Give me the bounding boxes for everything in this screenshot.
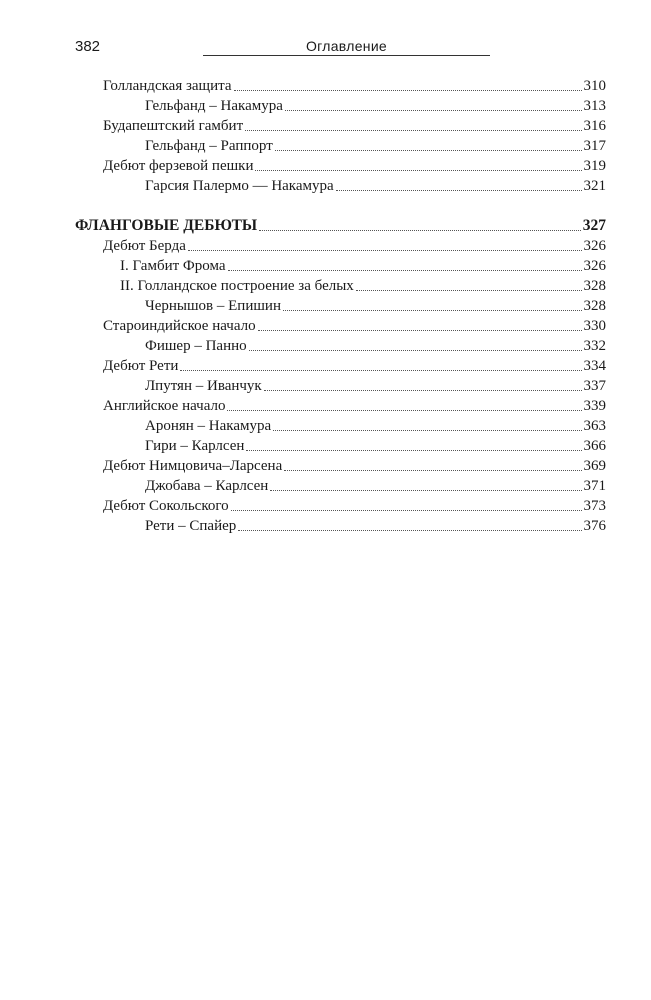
dot-leader (264, 389, 582, 391)
dot-leader (275, 149, 582, 151)
toc-entry-page: 332 (583, 338, 606, 354)
dot-leader (238, 529, 581, 531)
dot-leader (246, 449, 581, 451)
toc-entry-page: 373 (583, 498, 606, 514)
toc-entry-title: Дебют Нимцовича–Ларсена (103, 458, 283, 474)
toc-entry-title: Рети – Спайер (145, 518, 237, 534)
toc-entry-title: Будапештский гамбит (103, 118, 244, 134)
toc-entry-title: Фишер – Панно (145, 338, 247, 354)
dot-leader (228, 269, 582, 271)
dot-leader (273, 429, 581, 431)
toc-entry[interactable] (75, 376, 606, 396)
toc-entry-title: Голландская защита (103, 78, 232, 94)
toc-entry-page: 337 (583, 378, 606, 394)
toc-entry[interactable] (75, 396, 606, 416)
toc-entry-page: 376 (583, 518, 606, 534)
toc-entry-title: Английское начало (103, 398, 226, 414)
dot-leader (249, 349, 582, 351)
toc-entry[interactable] (75, 276, 606, 296)
dot-leader (356, 289, 582, 291)
toc-entry-page: 334 (583, 358, 606, 374)
toc-entry[interactable] (75, 256, 606, 276)
toc-entry-title: Староиндийское начало (103, 318, 256, 334)
toc-entry-page: 369 (583, 458, 606, 474)
toc-entry[interactable] (75, 476, 606, 496)
dot-leader (234, 89, 582, 91)
toc-entry-title: I. Гамбит Фрома (120, 258, 226, 274)
dot-leader (259, 229, 581, 231)
toc-entry[interactable] (75, 176, 606, 196)
dot-leader (245, 129, 581, 131)
toc-entry-title: Гельфанд – Раппорт (145, 138, 273, 154)
toc-entry-title: Лпутян – Иванчук (145, 378, 262, 394)
toc-entry[interactable] (75, 96, 606, 116)
dot-leader (231, 509, 582, 511)
dot-leader (258, 329, 582, 331)
dot-leader (285, 109, 582, 111)
page-header (75, 38, 490, 60)
toc-entry[interactable] (75, 516, 606, 536)
toc-entry-title: Джобава – Карлсен (145, 478, 269, 494)
toc-entry-title: Чернышов – Епишин (145, 298, 281, 314)
toc-entry-title: Дебют ферзевой пешки (103, 158, 254, 174)
toc-entry[interactable] (75, 316, 606, 336)
toc-entry-page: 310 (583, 78, 606, 94)
toc-entry[interactable] (75, 436, 606, 456)
dot-leader (283, 309, 582, 311)
toc-entry-page: 326 (583, 258, 606, 274)
toc-entry-page: 321 (583, 178, 606, 194)
toc-spacer (75, 196, 606, 216)
dot-leader (284, 469, 581, 471)
toc-entry-page: 363 (583, 418, 606, 434)
toc-entry-page: 366 (583, 438, 606, 454)
dot-leader (188, 249, 582, 251)
toc-entry-title: Аронян – Накамура (145, 418, 272, 434)
toc-entry-title: Дебют Сокольского (103, 498, 229, 514)
toc-entry[interactable] (75, 76, 606, 96)
toc-entry[interactable] (75, 236, 606, 256)
dot-leader (255, 169, 581, 171)
toc-entry-title: Дебют Берда (103, 238, 186, 254)
running-title: Оглавление (203, 38, 490, 56)
toc-entry[interactable] (75, 296, 606, 316)
table-of-contents (75, 76, 606, 536)
toc-entry-page: 339 (583, 398, 606, 414)
toc-entry-page: 317 (583, 138, 606, 154)
toc-entry-title: Гарсия Палермо — Накамура (145, 178, 334, 194)
toc-entry-page: 326 (583, 238, 606, 254)
dot-leader (227, 409, 581, 411)
toc-entry-page: 327 (582, 217, 606, 234)
toc-entry[interactable] (75, 456, 606, 476)
toc-entry[interactable] (75, 496, 606, 516)
toc-section-heading[interactable] (75, 216, 606, 236)
toc-entry[interactable] (75, 156, 606, 176)
toc-entry-title: ФЛАНГОВЫЕ ДЕБЮТЫ (75, 217, 258, 234)
toc-entry-page: 330 (583, 318, 606, 334)
page-number: 382 (75, 38, 101, 55)
toc-entry-page: 328 (583, 278, 606, 294)
toc-entry[interactable] (75, 116, 606, 136)
toc-entry-page: 319 (583, 158, 606, 174)
dot-leader (270, 489, 581, 491)
toc-entry[interactable] (75, 136, 606, 156)
toc-entry[interactable] (75, 356, 606, 376)
dot-leader (336, 189, 582, 191)
toc-entry-page: 371 (583, 478, 606, 494)
dot-leader (180, 369, 581, 371)
toc-entry-page: 316 (583, 118, 606, 134)
toc-entry[interactable] (75, 416, 606, 436)
toc-entry-title: Гельфанд – Накамура (145, 98, 283, 114)
toc-entry[interactable] (75, 336, 606, 356)
toc-entry-page: 328 (583, 298, 606, 314)
toc-entry-title: Дебют Рети (103, 358, 179, 374)
toc-entry-title: II. Голландское построение за белых (120, 278, 354, 294)
toc-entry-title: Гири – Карлсен (145, 438, 245, 454)
toc-entry-page: 313 (583, 98, 606, 114)
